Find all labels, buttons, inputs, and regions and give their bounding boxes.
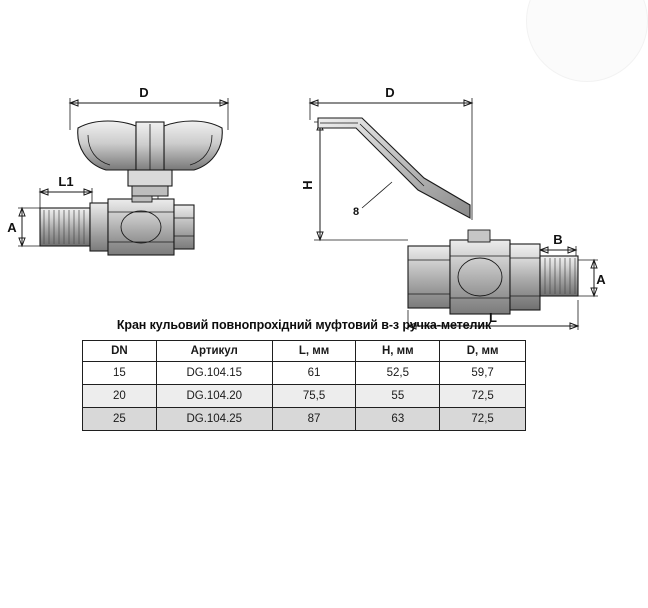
cell-dn: 20 xyxy=(83,385,157,408)
valve-body-left xyxy=(40,196,194,255)
column-header-article: Артикул xyxy=(156,341,272,362)
label-A-left: A xyxy=(7,220,17,235)
cell-d: 72,5 xyxy=(440,385,526,408)
dimension-A-right xyxy=(576,260,606,296)
cell-h: 52,5 xyxy=(356,362,440,385)
cell-h: 63 xyxy=(356,408,440,431)
cell-article: DG.104.15 xyxy=(156,362,272,385)
column-header-dn: DN xyxy=(83,341,157,362)
left-view-group xyxy=(7,85,228,255)
dimension-L1-left xyxy=(40,174,92,210)
cell-dn: 25 xyxy=(83,408,157,431)
label-D-right: D xyxy=(385,85,395,100)
cell-dn: 15 xyxy=(83,362,157,385)
table-row xyxy=(83,362,526,385)
cell-article: DG.104.20 xyxy=(156,385,272,408)
column-header-d: D, мм xyxy=(440,341,526,362)
cell-h: 55 xyxy=(356,385,440,408)
label-L1: L1 xyxy=(58,174,74,189)
table-header-row xyxy=(83,341,526,362)
column-header-l: L, мм xyxy=(272,341,356,362)
cell-l: 75,5 xyxy=(272,385,356,408)
label-D-left: D xyxy=(139,85,149,100)
column-header-h: H, мм xyxy=(356,341,440,362)
label-L: L xyxy=(489,310,497,325)
cell-d: 72,5 xyxy=(440,408,526,431)
specification-table xyxy=(82,340,526,431)
table-row xyxy=(83,408,526,431)
cell-article: DG.104.25 xyxy=(156,408,272,431)
right-view-group xyxy=(300,85,606,330)
cell-l: 61 xyxy=(272,362,356,385)
label-B: B xyxy=(553,232,563,247)
label-A-right: A xyxy=(596,272,606,287)
dimension-H-right xyxy=(300,122,408,240)
cell-d: 59,7 xyxy=(440,362,526,385)
label-H: H xyxy=(300,180,315,190)
lever-handle xyxy=(318,118,470,218)
table-row xyxy=(83,385,526,408)
label-8: 8 xyxy=(352,206,360,218)
cell-l: 87 xyxy=(272,408,356,431)
page-title: Кран кульовий повнопрохідний муфтовий в-з ручка-метелик xyxy=(116,318,492,332)
